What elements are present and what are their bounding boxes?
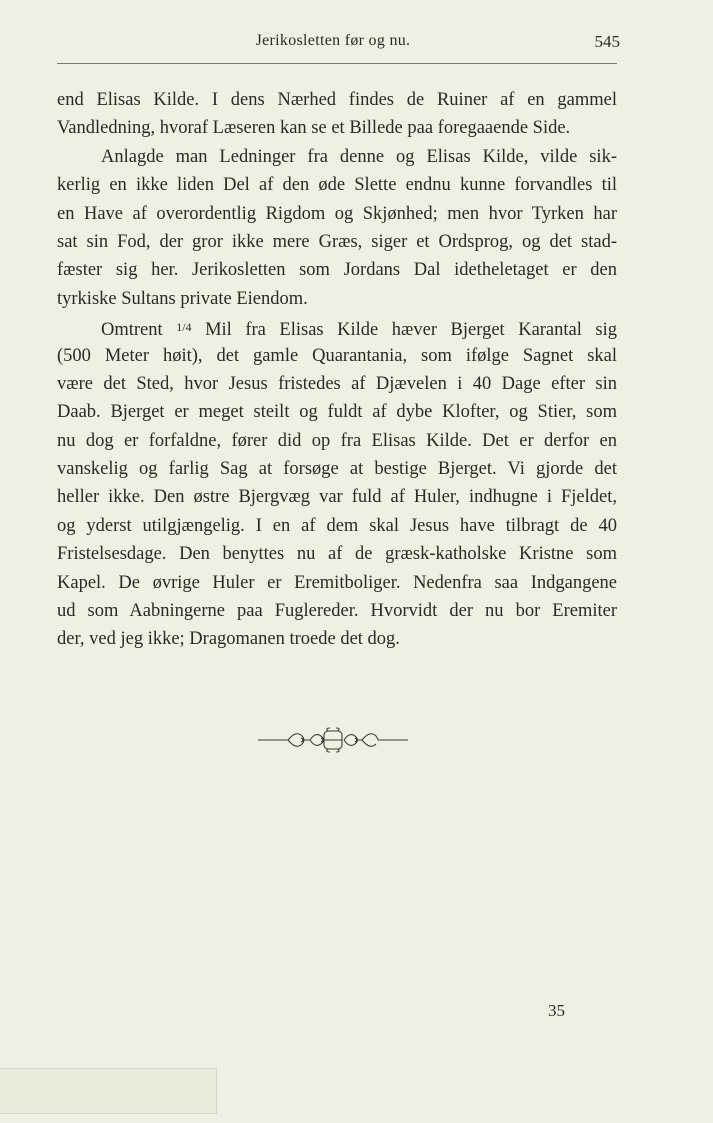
text-line: kerlig en ikke liden Del af den øde Slette endnu kunne forvandles til (57, 175, 617, 196)
text-line: sat sin Fod, der gror ikke mere Græs, siger et Ordsprog, og det stad- (57, 231, 617, 252)
text-line: vanskelig og farlig Sag at forsøge at bestige Bjerget. Vi gjorde det (57, 459, 617, 480)
text-line: (500 Meter høit), det gamle Quarantania, som ifølge Sagnet skal (57, 345, 617, 366)
library-stamp-box (0, 1068, 217, 1114)
text-line: og yderst utilgjængelig. I en af dem skal Jesus have tilbragt de 40 (57, 515, 617, 536)
body-text (57, 86, 617, 654)
text-line (57, 313, 617, 341)
fraction: 1/4 (176, 320, 192, 335)
text-line: være det Sted, hvor Jesus fristedes af Djævelen i 40 Dage efter sin (57, 373, 617, 394)
text-fragment: Mil fra Elisas Kilde hæver Bjerget Karantal sig (205, 320, 617, 341)
text-line: heller ikke. Den østre Bjergvæg var fuld af Huler, indhugne i Fjeldet, (57, 487, 617, 508)
text-line: end Elisas Kilde. I dens Nærhed findes de Ruiner af en gammel (57, 90, 617, 110)
text-line: Vandledning, hvoraf Læseren kan se et Billede paa foregaaende Side. (57, 118, 571, 139)
text-line: Anlagde man Ledninger fra denne og Elisas Kilde, vilde sik- (101, 146, 617, 167)
text-line: fæster sig her. Jerikosletten som Jordans Dal idetheletaget er den (57, 260, 617, 281)
text-line: Fristelsesdage. Den benyttes nu af de græsk-katholske Kristne som (57, 544, 617, 565)
text-line: ud som Aabningerne paa Fuglereder. Hvorvidt der nu bor Eremiter (57, 601, 617, 622)
ornament-divider-icon (258, 727, 408, 753)
text-line: tyrkiske Sultans private Eiendom. (57, 288, 308, 309)
text-line: nu dog er forfaldne, fører did op fra Elisas Kilde. Det er derfor en (57, 430, 617, 451)
text-line: Daab. Bjerget er meget steilt og fuldt af dybe Klofter, og Stier, som (57, 402, 617, 423)
text-fragment: Omtrent (101, 320, 163, 341)
text-line: en Have af overordentlig Rigdom og Skjønhed; men hvor Tyrken har (57, 203, 617, 224)
page-number: 545 (594, 32, 620, 51)
text-line: der, ved jeg ikke; Dragomanen troede det dog. (57, 629, 400, 650)
signature-number: 35 (548, 1001, 565, 1020)
text-line: Kapel. De øvrige Huler er Eremitboliger. Nedenfra saa Indgangene (57, 572, 617, 593)
running-title: Jerikosletten før og nu. (255, 32, 411, 49)
header-rule (57, 63, 617, 64)
